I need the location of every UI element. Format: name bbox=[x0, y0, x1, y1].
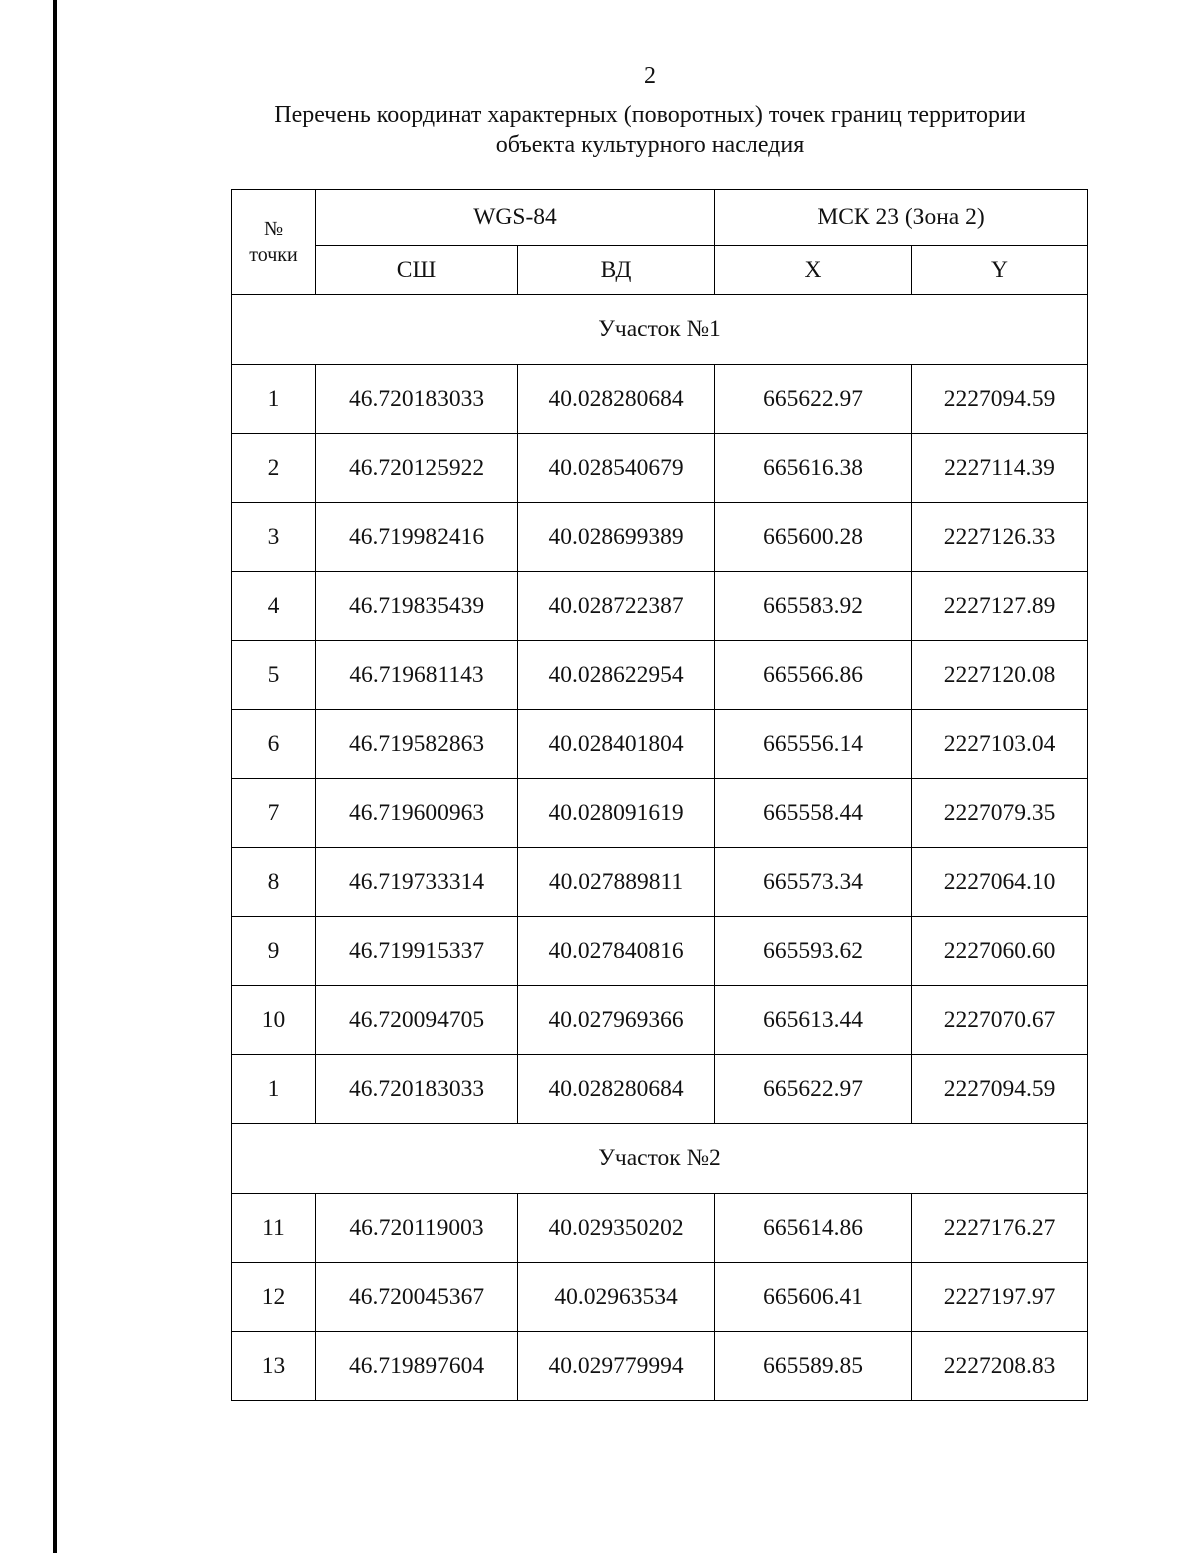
longitude-cell: 40.028401804 bbox=[518, 710, 715, 779]
section-title: Участок №2 bbox=[232, 1124, 1088, 1194]
latitude-cell: 46.719582863 bbox=[316, 710, 518, 779]
x-cell: 665616.38 bbox=[715, 434, 912, 503]
y-header: Y bbox=[912, 246, 1088, 295]
y-cell: 2227120.08 bbox=[912, 641, 1088, 710]
point-number-cell: 1 bbox=[232, 365, 316, 434]
longitude-cell: 40.028540679 bbox=[518, 434, 715, 503]
latitude-cell: 46.719835439 bbox=[316, 572, 518, 641]
table-header bbox=[232, 190, 1088, 295]
y-cell: 2227094.59 bbox=[912, 1055, 1088, 1124]
title-line-2: объекта культурного наследия bbox=[495, 132, 805, 158]
table-row bbox=[232, 434, 1088, 503]
x-cell: 665593.62 bbox=[715, 917, 912, 986]
latitude-cell: 46.719982416 bbox=[316, 503, 518, 572]
point-number-cell: 1 bbox=[232, 1055, 316, 1124]
y-cell: 2227127.89 bbox=[912, 572, 1088, 641]
page-number: 2 bbox=[644, 63, 656, 89]
header-row-columns bbox=[232, 246, 1088, 295]
latitude-cell: 46.719600963 bbox=[316, 779, 518, 848]
table-row bbox=[232, 848, 1088, 917]
latitude-cell: 46.719915337 bbox=[316, 917, 518, 986]
longitude-cell: 40.028722387 bbox=[518, 572, 715, 641]
latitude-cell: 46.720045367 bbox=[316, 1263, 518, 1332]
point-number-cell: 12 bbox=[232, 1263, 316, 1332]
x-cell: 665566.86 bbox=[715, 641, 912, 710]
longitude-cell: 40.029779994 bbox=[518, 1332, 715, 1401]
table-row bbox=[232, 503, 1088, 572]
x-cell: 665614.86 bbox=[715, 1194, 912, 1263]
y-cell: 2227094.59 bbox=[912, 365, 1088, 434]
x-cell: 665606.41 bbox=[715, 1263, 912, 1332]
table-body bbox=[232, 295, 1088, 1401]
latitude-cell: 46.720183033 bbox=[316, 1055, 518, 1124]
x-cell: 665613.44 bbox=[715, 986, 912, 1055]
y-cell: 2227103.04 bbox=[912, 710, 1088, 779]
longitude-cell: 40.027889811 bbox=[518, 848, 715, 917]
table-row bbox=[232, 1332, 1088, 1401]
table-row bbox=[232, 1263, 1088, 1332]
x-cell: 665573.34 bbox=[715, 848, 912, 917]
longitude-cell: 40.029350202 bbox=[518, 1194, 715, 1263]
table-row bbox=[232, 1055, 1088, 1124]
latitude-cell: 46.719681143 bbox=[316, 641, 518, 710]
longitude-cell: 40.028622954 bbox=[518, 641, 715, 710]
table-row bbox=[232, 365, 1088, 434]
table-row bbox=[232, 986, 1088, 1055]
x-cell: 665600.28 bbox=[715, 503, 912, 572]
y-cell: 2227197.97 bbox=[912, 1263, 1088, 1332]
point-number-cell: 2 bbox=[232, 434, 316, 503]
longitude-cell: 40.028280684 bbox=[518, 365, 715, 434]
table-row bbox=[232, 1194, 1088, 1263]
x-cell: 665558.44 bbox=[715, 779, 912, 848]
y-cell: 2227114.39 bbox=[912, 434, 1088, 503]
table-row bbox=[232, 779, 1088, 848]
point-number-cell: 7 bbox=[232, 779, 316, 848]
msk23-group-header: МСК 23 (Зона 2) bbox=[715, 190, 1088, 246]
point-number-cell: 3 bbox=[232, 503, 316, 572]
longitude-cell: 40.028280684 bbox=[518, 1055, 715, 1124]
latitude-cell: 46.720125922 bbox=[316, 434, 518, 503]
point-number-cell: 4 bbox=[232, 572, 316, 641]
section-title: Участок №1 bbox=[232, 295, 1088, 365]
point-number-cell: 10 bbox=[232, 986, 316, 1055]
y-cell: 2227060.60 bbox=[912, 917, 1088, 986]
point-number-cell: 8 bbox=[232, 848, 316, 917]
point-number-header bbox=[232, 190, 316, 295]
longitude-cell: 40.028091619 bbox=[518, 779, 715, 848]
longitude-cell: 40.028699389 bbox=[518, 503, 715, 572]
point-number-cell: 9 bbox=[232, 917, 316, 986]
y-cell: 2227079.35 bbox=[912, 779, 1088, 848]
x-cell: 665556.14 bbox=[715, 710, 912, 779]
y-cell: 2227176.27 bbox=[912, 1194, 1088, 1263]
section-row bbox=[232, 1124, 1088, 1194]
latitude-cell: 46.719733314 bbox=[316, 848, 518, 917]
latitude-cell: 46.720119003 bbox=[316, 1194, 518, 1263]
point-number-cell: 5 bbox=[232, 641, 316, 710]
longitude-cell: 40.02963534 bbox=[518, 1263, 715, 1332]
section-row bbox=[232, 295, 1088, 365]
header-row-groups bbox=[232, 190, 1088, 246]
table-row bbox=[232, 710, 1088, 779]
page-left-border bbox=[53, 0, 57, 1553]
y-cell: 2227208.83 bbox=[912, 1332, 1088, 1401]
x-cell: 665589.85 bbox=[715, 1332, 912, 1401]
latitude-cell: 46.719897604 bbox=[316, 1332, 518, 1401]
point-number-cell: 13 bbox=[232, 1332, 316, 1401]
document-title bbox=[200, 100, 1100, 160]
x-header: X bbox=[715, 246, 912, 295]
point-number-header-line1: № bbox=[263, 218, 284, 240]
x-cell: 665622.97 bbox=[715, 1055, 912, 1124]
table-row bbox=[232, 917, 1088, 986]
y-cell: 2227126.33 bbox=[912, 503, 1088, 572]
point-number-cell: 6 bbox=[232, 710, 316, 779]
wgs84-group-header: WGS-84 bbox=[316, 190, 715, 246]
latitude-cell: 46.720094705 bbox=[316, 986, 518, 1055]
point-number-cell: 11 bbox=[232, 1194, 316, 1263]
longitude-cell: 40.027840816 bbox=[518, 917, 715, 986]
table-row bbox=[232, 641, 1088, 710]
table-row bbox=[232, 572, 1088, 641]
x-cell: 665583.92 bbox=[715, 572, 912, 641]
title-line-1: Перечень координат характерных (поворотных) точек границ территории bbox=[274, 102, 1026, 128]
coordinates-table bbox=[231, 189, 1088, 1401]
longitude-cell: 40.027969366 bbox=[518, 986, 715, 1055]
point-number-header-line2: точки bbox=[249, 244, 298, 266]
latitude-header: СШ bbox=[316, 246, 518, 295]
y-cell: 2227064.10 bbox=[912, 848, 1088, 917]
latitude-cell: 46.720183033 bbox=[316, 365, 518, 434]
longitude-header: ВД bbox=[518, 246, 715, 295]
y-cell: 2227070.67 bbox=[912, 986, 1088, 1055]
x-cell: 665622.97 bbox=[715, 365, 912, 434]
